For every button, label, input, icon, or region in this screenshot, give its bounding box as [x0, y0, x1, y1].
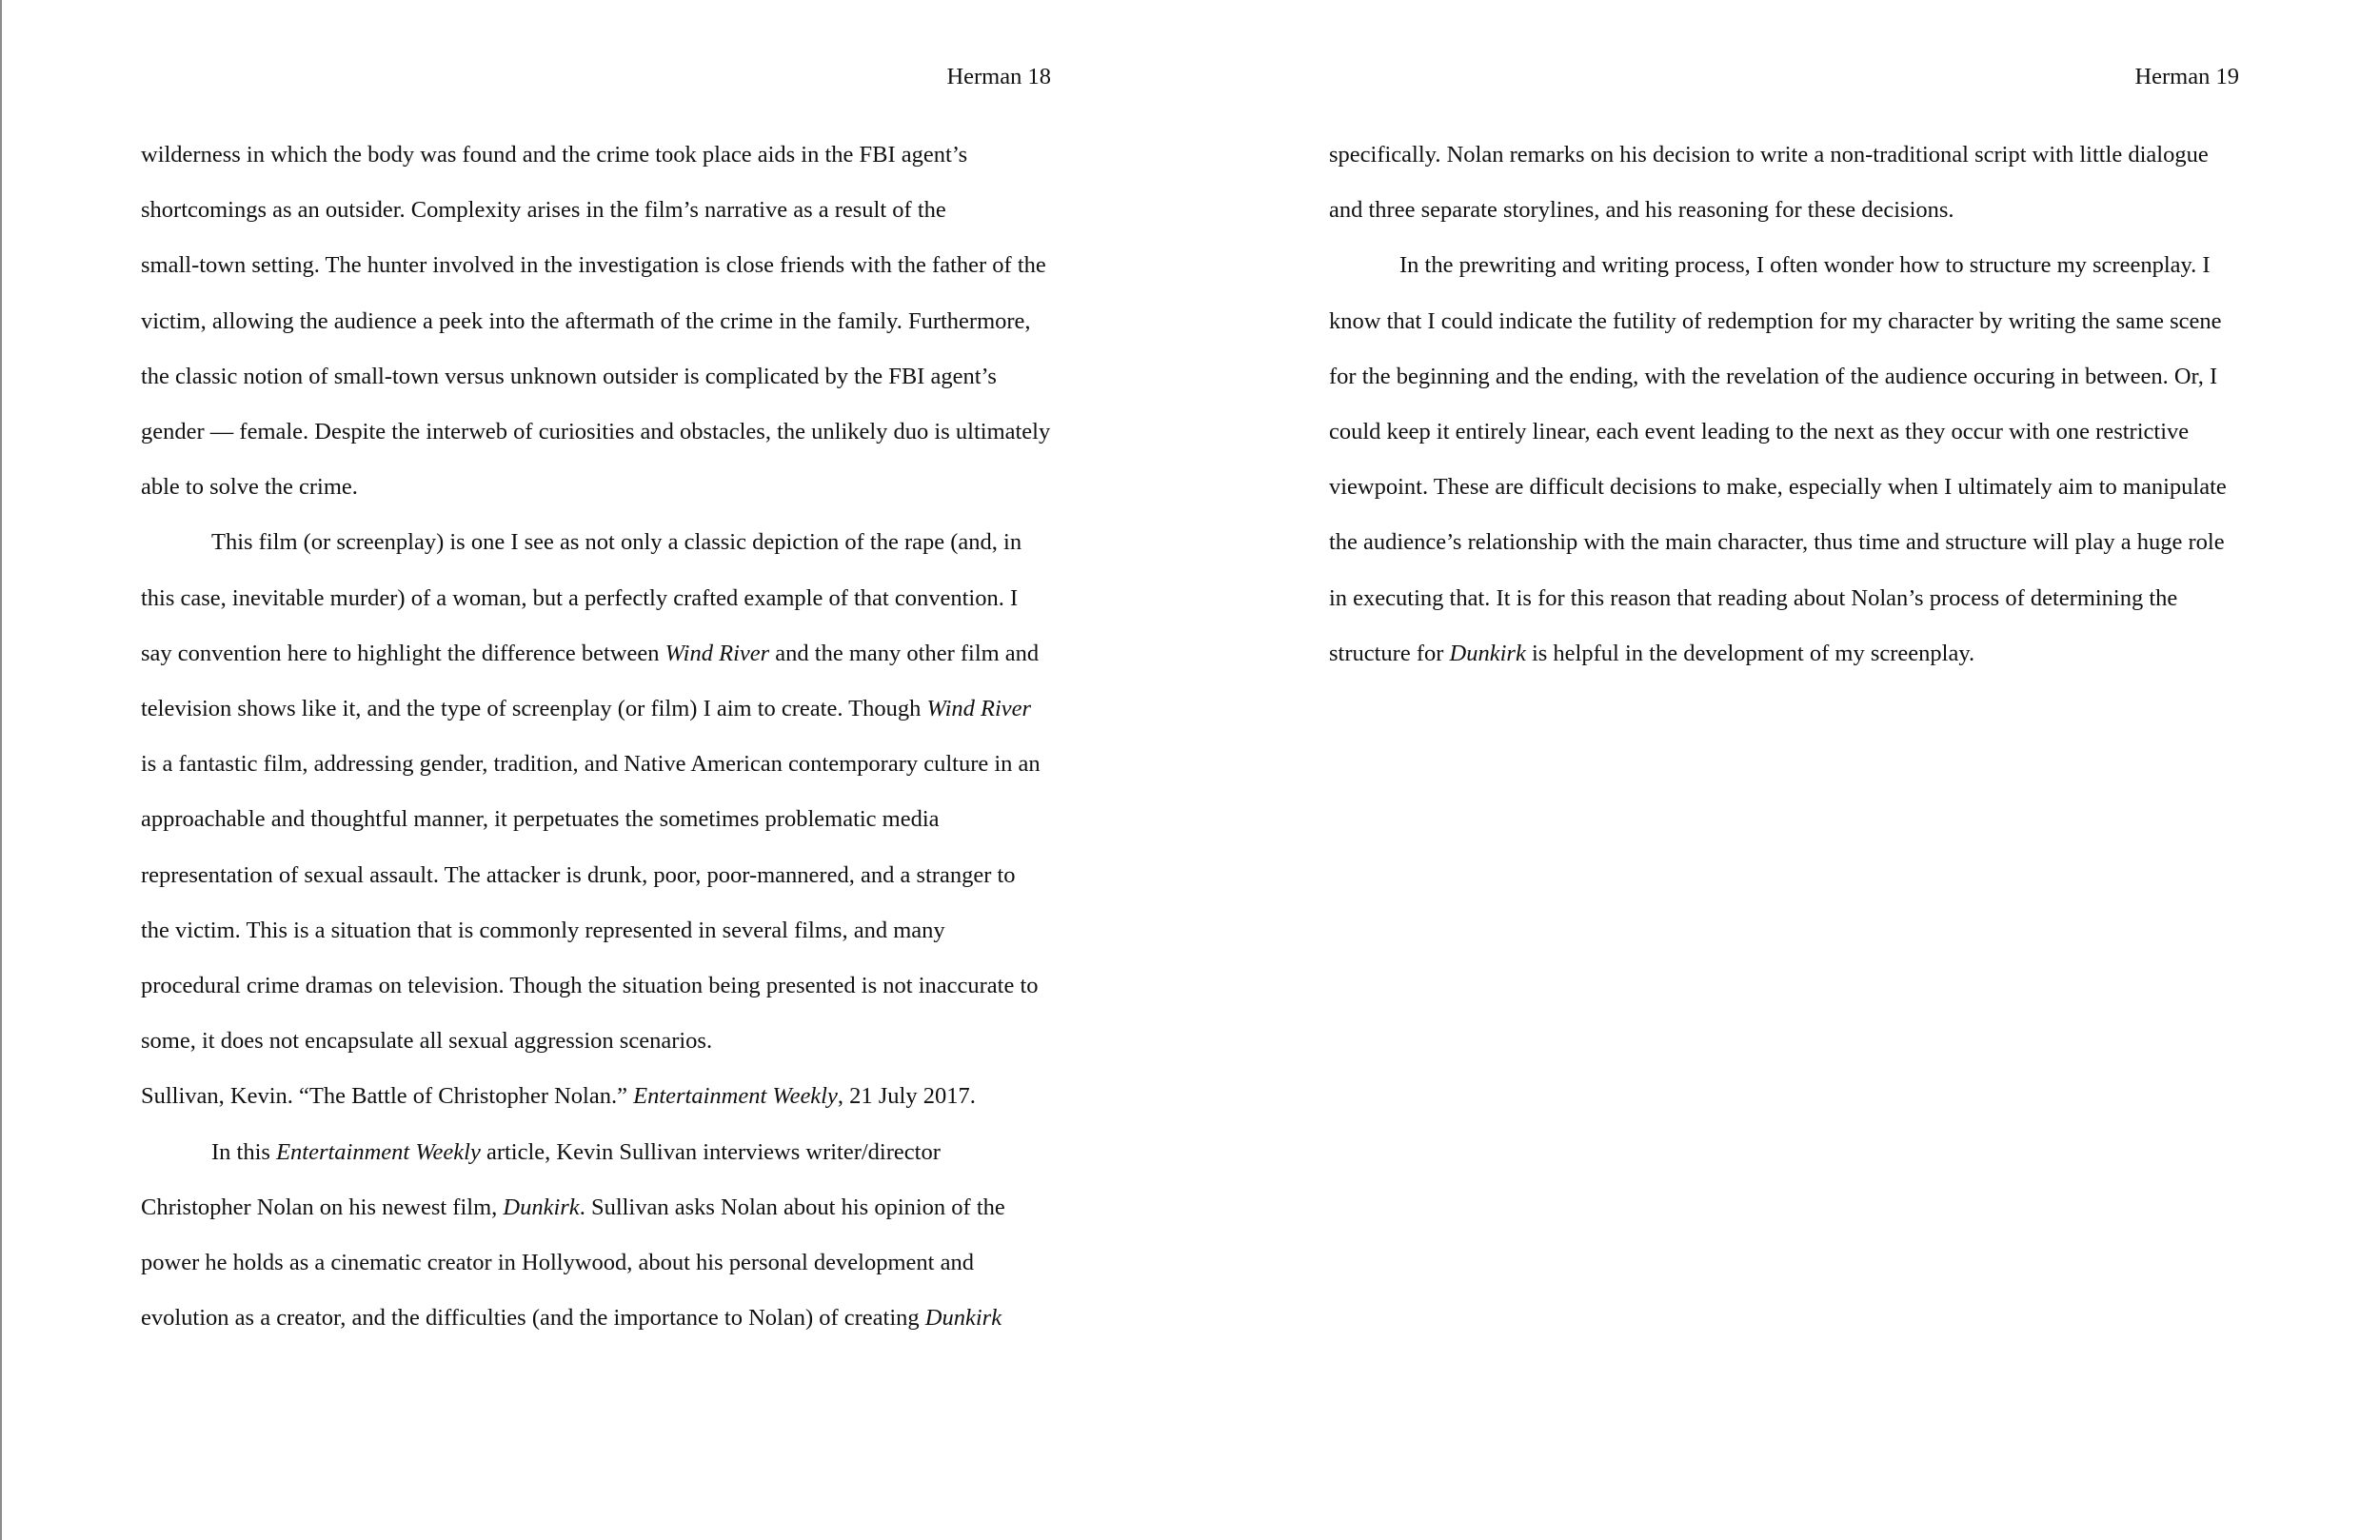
paragraph-start-line — [211, 528, 1021, 557]
italic-title: Wind River — [664, 640, 770, 666]
text-run: article, Kevin Sullivan interviews writer/director — [480, 1138, 941, 1165]
text-line — [1329, 473, 2227, 502]
text-run: the classic notion of small-town versus unknown outsider is complicated by the FBI agent’s — [141, 363, 997, 389]
text-run: Christopher Nolan on his newest film, — [141, 1194, 504, 1220]
italic-title: Dunkirk — [503, 1194, 580, 1220]
text-run: procedural crime dramas on television. Though the situation being presented is not inaccurate to — [141, 973, 1039, 998]
text-line — [141, 1194, 1005, 1222]
italic-title: Dunkirk — [924, 1305, 1002, 1332]
text-run: and the many other film and — [769, 640, 1040, 666]
text-line — [141, 1304, 1002, 1333]
text-line — [1329, 528, 2225, 557]
text-line — [141, 1082, 976, 1111]
text-line — [141, 363, 997, 391]
italic-title: Dunkirk — [1449, 640, 1526, 666]
text-line — [1329, 141, 2209, 169]
text-run: is helpful in the development of my screenplay. — [1525, 640, 1975, 666]
text-line — [141, 861, 1016, 890]
text-run: and three separate storylines, and his reasoning for these decisions. — [1329, 197, 1954, 224]
text-line — [141, 750, 1041, 779]
text-run: small-town setting. The hunter involved in the investigation is close friends with the father of the — [141, 252, 1046, 279]
text-run: gender — female. Despite the interweb of curiosities and obstacles, the unlikely duo is ultimately — [141, 419, 1051, 444]
text-run: the victim. This is a situation that is commonly represented in several films, and many — [141, 917, 945, 943]
text-run: the audience’s relationship with the main character, thus time and structure will play a huge role — [1329, 529, 2225, 556]
page-header: Herman 18 — [946, 64, 1051, 89]
text-run: say convention here to highlight the difference between — [141, 640, 665, 666]
text-line — [141, 196, 946, 225]
text-run: , 21 July 2017. — [837, 1083, 976, 1110]
italic-title: Entertainment Weekly — [633, 1083, 838, 1110]
italic-title: Entertainment Weekly — [276, 1138, 481, 1165]
text-run: able to solve the crime. — [141, 474, 358, 501]
text-run: In the prewriting and writing process, I often wonder how to structure my screenplay. I — [1399, 252, 2211, 279]
text-run: in executing that. It is for this reason that reading about Nolan’s process of determining the — [1329, 584, 2178, 611]
text-run: this case, inevitable murder) of a woman, but a perfectly crafted example of that convention. I — [141, 584, 1019, 611]
italic-title: Wind River — [926, 696, 1032, 721]
text-run: specifically. Nolan remarks on his decision to write a non-traditional script with little dialogue — [1329, 142, 2209, 168]
text-run: viewpoint. These are difficult decisions to make, especially when I ultimately aim to manipulate — [1329, 474, 2227, 501]
text-line — [1329, 196, 1954, 225]
text-line — [141, 1249, 974, 1277]
text-line — [141, 584, 1018, 613]
text-line — [141, 418, 1050, 446]
text-line — [1329, 307, 2222, 336]
text-run: In this — [211, 1138, 277, 1165]
text-run: evolution as a creator, and the difficulties (and the importance to Nolan) of creating — [141, 1305, 925, 1332]
text-run: for the beginning and the ending, with the revelation of the audience occuring in between. Or, I — [1329, 363, 2218, 389]
text-line — [1329, 418, 2189, 446]
text-line — [141, 141, 967, 169]
page-herman-19 — [1329, 0, 2239, 1540]
paragraph-start-line — [211, 1138, 941, 1167]
text-run: television shows like it, and the type of screenplay (or film) I aim to create. Though — [141, 696, 927, 721]
text-line — [1329, 640, 1974, 668]
text-line — [141, 473, 358, 502]
text-run: victim, allowing the audience a peek into the aftermath of the crime in the family. Furthermore, — [141, 307, 1031, 334]
text-run: could keep it entirely linear, each event leading to the next as they occur with one restrictive — [1329, 419, 2190, 444]
text-line — [141, 251, 1046, 280]
text-run: is a fantastic film, addressing gender, tradition, and Native American contemporary culture in an — [141, 751, 1041, 778]
text-run: power he holds as a cinematic creator in Hollywood, about his personal development and — [141, 1250, 974, 1275]
text-line — [141, 1027, 712, 1056]
text-run: some, it does not encapsulate all sexual aggression scenarios. — [141, 1028, 713, 1055]
text-run: This film (or screenplay) is one I see as not only a classic depiction of the rape (and, in — [211, 529, 1022, 556]
text-run: representation of sexual assault. The attacker is drunk, poor, poor-mannered, and a stranger to — [141, 861, 1016, 888]
text-line — [141, 972, 1039, 1000]
text-line — [141, 695, 1031, 723]
text-line — [141, 917, 945, 945]
text-line — [141, 640, 1039, 668]
paragraph-start-line — [1399, 251, 2211, 280]
page-header: Herman 19 — [2134, 64, 2239, 89]
text-run: approachable and thoughtful manner, it perpetuates the sometimes problematic media — [141, 806, 940, 833]
text-line — [1329, 363, 2217, 391]
text-run: structure for — [1329, 640, 1450, 666]
text-run: . Sullivan asks Nolan about his opinion of the — [579, 1194, 1005, 1220]
text-line — [141, 307, 1031, 336]
window-left-edge — [0, 0, 2, 1540]
text-run: Sullivan, Kevin. “The Battle of Christopher Nolan.” — [141, 1083, 634, 1110]
text-run: shortcomings as an outsider. Complexity arises in the film’s narrative as a result of the — [141, 197, 946, 224]
page-herman-18 — [141, 0, 1051, 1540]
text-line — [1329, 584, 2177, 613]
text-run: know that I could indicate the futility of redemption for my character by writing the same scene — [1329, 307, 2222, 334]
text-run: wilderness in which the body was found and the crime took place aids in the FBI agent’s — [141, 142, 968, 168]
text-line — [141, 805, 940, 834]
